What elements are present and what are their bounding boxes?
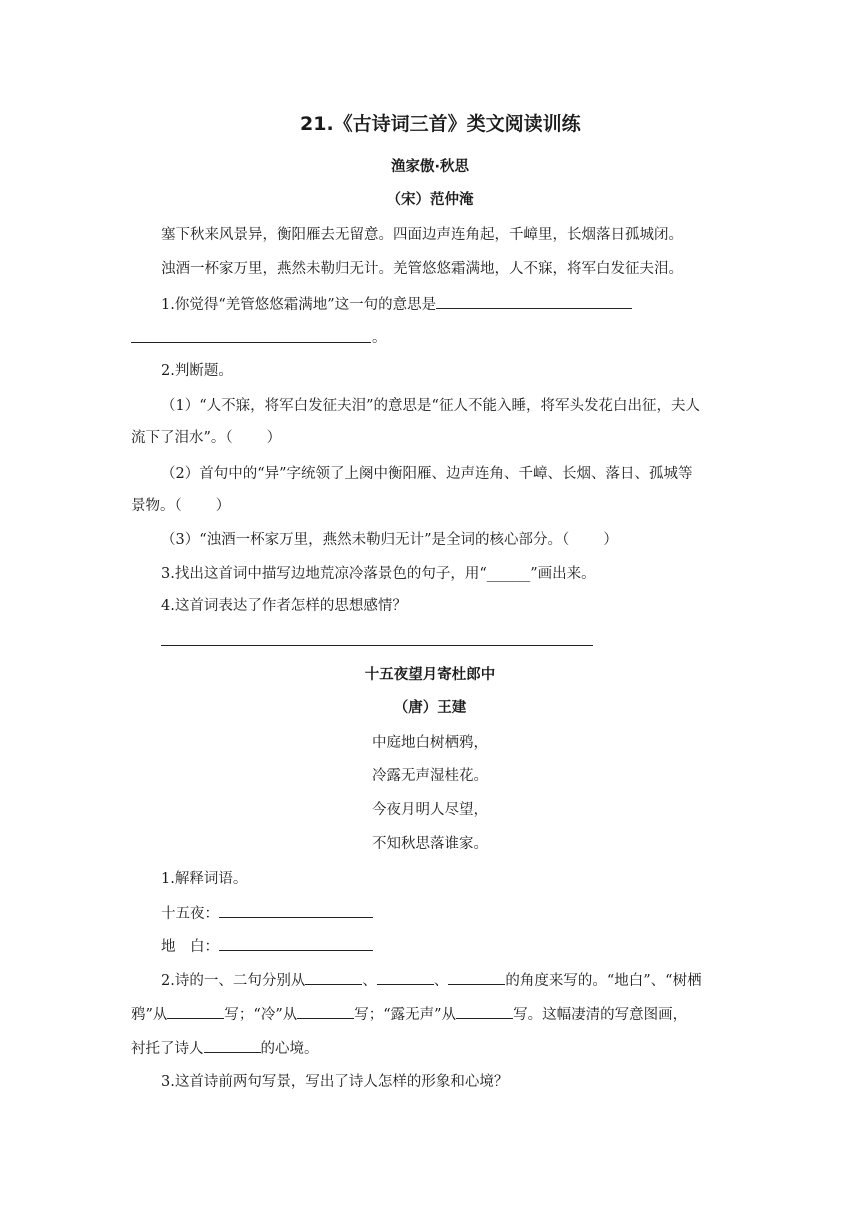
answer-blank-dibai[interactable] (167, 1004, 224, 1019)
answer-blank-term-2[interactable] (219, 936, 373, 951)
term-row-2 (161, 936, 373, 957)
p2-question-2-line1 (161, 970, 702, 991)
term-label-1: 十五夜： (161, 906, 219, 922)
p2-question-2-line2 (131, 1004, 687, 1025)
p2q2-s7: 写；“露无声”从 (354, 1007, 457, 1023)
answer-blank-term-1[interactable] (219, 903, 373, 918)
poem2-title: 十五夜望月寄杜郎中 (364, 667, 496, 683)
poem1-text-line2: 浊酒一杯家万里，燕然未勒归无计。羌管悠悠霜满地，人不寐，将军白发征夫泪。 (161, 261, 683, 277)
question-1-text: 1.你觉得“羌管悠悠霜满地”这一句的意思是 (161, 297, 437, 313)
term-label-2: 地 白： (161, 939, 219, 955)
poem2-line-3: 今夜月明人尽望， (372, 802, 488, 818)
judge-item-1-line1: （1）“人不寐，将军白发征夫泪”的意思是“征人不能入睡，将军头发花白出征，夫人 (161, 398, 700, 414)
p2q2-s8: 写。这幅凄清的写意图画， (513, 1007, 688, 1023)
answer-line-q1-cont[interactable] (131, 342, 371, 343)
term-row-1 (161, 903, 373, 924)
poem1-author: （宋）范仲淹 (386, 192, 474, 208)
q1-period: 。 (372, 330, 387, 346)
question-3-text-a: 3.找出这首词中描写边地荒凉冷落景色的句子，用“ (161, 566, 487, 582)
p2q2-s3: 、 (433, 973, 449, 989)
answer-line-q4[interactable] (161, 645, 593, 646)
question-3-text-b: ”画出来。 (530, 566, 596, 582)
judge-item-2-text: 景物。（ (131, 498, 182, 514)
p2q2-s1: 2.诗的一、二句分别从 (161, 973, 306, 989)
underline-mark-sample: ______ (486, 566, 531, 582)
judge-item-3 (161, 530, 618, 550)
answer-blank-mood[interactable] (204, 1038, 261, 1053)
judge-item-1-line2 (131, 428, 281, 448)
judge-item-3-text: （3）“浊酒一杯家万里，燕然未勒归无计”是全词的核心部分。（ (161, 532, 570, 548)
question-2-heading: 2.判断题。 (161, 363, 233, 379)
judge-close-3: ） (603, 532, 618, 548)
question-4: 4.这首词表达了作者怎样的思想感情？ (161, 598, 407, 614)
poem2-line-4: 不知秋思落谁家。 (372, 836, 488, 852)
answer-blank-leng[interactable] (297, 1004, 354, 1019)
p2q2-s6: 写；“冷”从 (224, 1007, 298, 1023)
p2q2-s10: 的心境。 (260, 1041, 319, 1057)
judge-item-1-text: 流下了泪水”。（ (131, 430, 233, 446)
answer-blank-q1[interactable] (436, 294, 632, 309)
answer-blank-angle-1[interactable] (305, 970, 362, 985)
p2q2-s4: 的角度来写的。“地白”、“树栖 (505, 973, 702, 989)
answer-blank-luwusheng[interactable] (456, 1004, 513, 1019)
poem2-line-2: 冷露无声湿桂花。 (372, 768, 488, 784)
poem2-author: （唐）王建 (393, 700, 467, 716)
judge-close-1: ） (266, 430, 282, 446)
p2-question-1-heading: 1.解释词语。 (161, 871, 248, 887)
judge-item-2-line1: （2）首句中的“异”字统领了上阕中衡阳雁、边声连角、千嶂、长烟、落日、孤城等 (161, 466, 693, 482)
poem1-text-line1: 塞下秋来风景异，衡阳雁去无留意。四面边声连角起，千嶂里，长烟落日孤城闭。 (161, 227, 683, 243)
poem2-line-1: 中庭地白树栖鸦， (372, 735, 488, 751)
judge-close-2: ） (215, 498, 231, 514)
answer-blank-angle-2[interactable] (377, 970, 434, 985)
poem1-title: 渔家傲·秋思 (390, 159, 469, 175)
p2q2-s2: 、 (362, 973, 377, 989)
answer-blank-angle-3[interactable] (448, 970, 505, 985)
p2-question-2-line3 (131, 1038, 319, 1059)
judge-item-2-line2 (131, 496, 230, 516)
page-title: 21.《古诗词三首》类文阅读训练 (300, 113, 581, 135)
question-3 (161, 564, 596, 584)
p2q2-s9: 衬托了诗人 (131, 1041, 204, 1057)
p2-question-3: 3.这首诗前两句写景，写出了诗人怎样的形象和心境？ (161, 1074, 509, 1090)
question-1 (161, 294, 632, 315)
p2q2-s5: 鸦”从 (131, 1007, 168, 1023)
